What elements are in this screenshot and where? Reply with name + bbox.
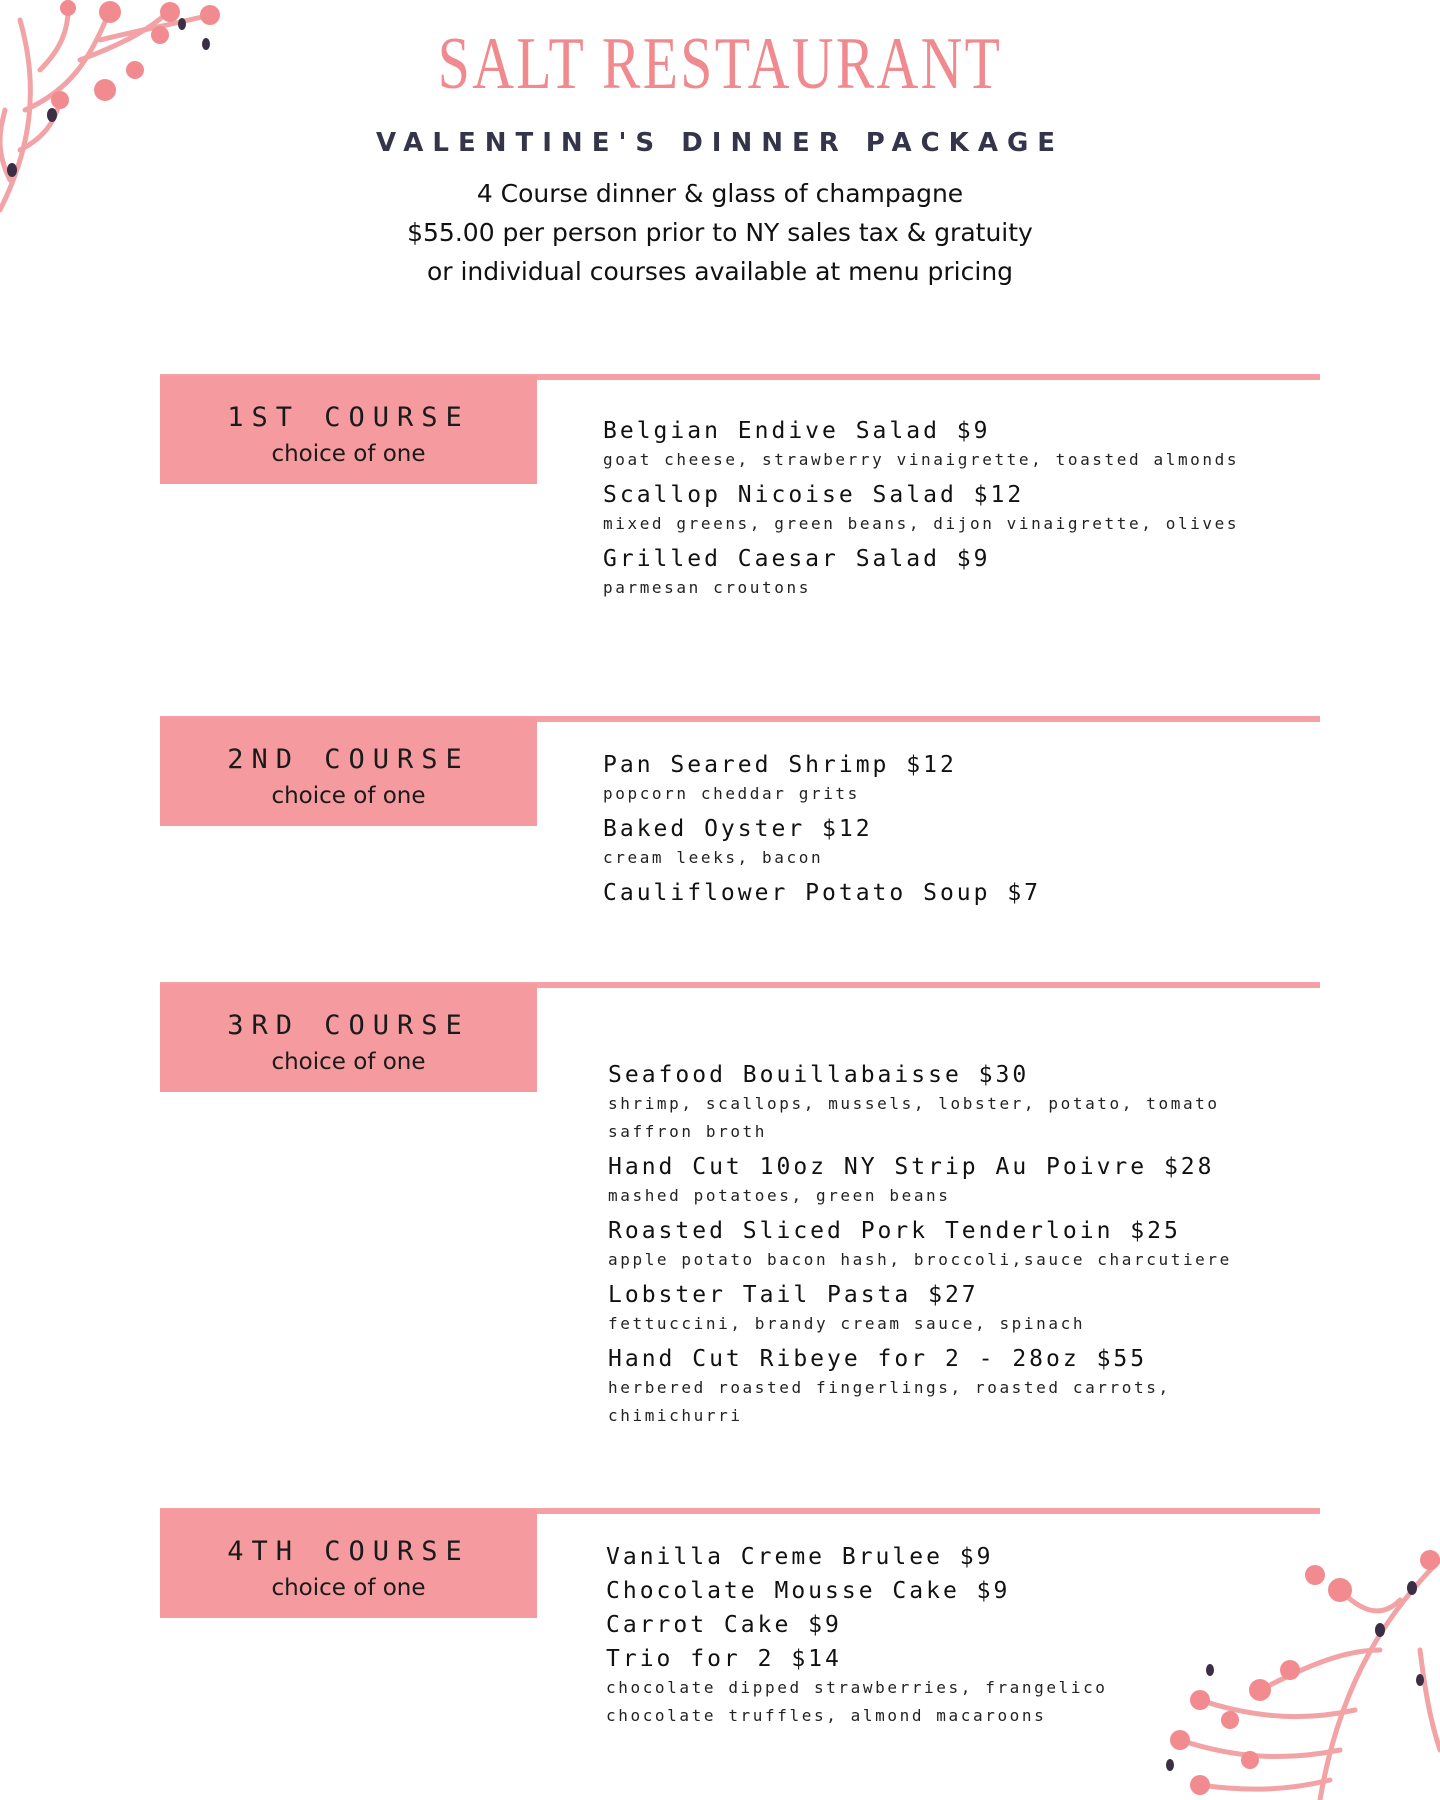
menu-item-name: Chocolate Mousse Cake $9: [606, 1578, 1011, 1604]
course-items: [603, 750, 1243, 912]
menu-item-name: Belgian Endive Salad $9: [603, 418, 991, 444]
menu-item-description: apple potato bacon hash, broccoli,sauce charcutiere: [608, 1250, 1232, 1269]
menu-item: [608, 1280, 1288, 1338]
menu-item: [603, 750, 1243, 808]
menu-item: [608, 1344, 1288, 1430]
menu-item: [608, 1216, 1288, 1274]
intro-line: 4 Course dinner & glass of champagne: [476, 179, 964, 208]
course-title: 2ND COURSE: [227, 744, 470, 775]
package-subtitle: VALENTINE'S DINNER PACKAGE: [375, 128, 1065, 158]
course-choice-note: choice of one: [271, 441, 426, 467]
menu-item-name: Trio for 2 $14: [606, 1646, 842, 1672]
menu-item-name: Scallop Nicoise Salad $12: [603, 482, 1025, 508]
menu-item-name: Roasted Sliced Pork Tenderloin $25: [608, 1218, 1181, 1244]
menu-item-description: fettuccini, brandy cream sauce, spinach: [608, 1314, 1086, 1333]
menu-item-name: Lobster Tail Pasta $27: [608, 1282, 979, 1308]
intro-line: $55.00 per person prior to NY sales tax & gratuity: [407, 218, 1033, 247]
menu-item-description: mashed potatoes, green beans: [608, 1186, 951, 1205]
menu-item: [603, 480, 1243, 538]
menu-item: [603, 544, 1243, 602]
course-items: [606, 1542, 1166, 1736]
menu-item-name: Vanilla Creme Brulee $9: [606, 1544, 994, 1570]
package-intro: [0, 174, 1440, 291]
menu-item-description: herbered roasted fingerlings, roasted carrots, chimichurri: [608, 1378, 1171, 1425]
menu-item-description: shrimp, scallops, mussels, lobster, potato, tomato saffron broth: [608, 1094, 1220, 1141]
course-label-box: [160, 376, 537, 484]
menu-item-name: Baked Oyster $12: [603, 816, 873, 842]
course-choice-note: choice of one: [271, 1049, 426, 1075]
menu-item-description: popcorn cheddar grits: [603, 784, 860, 803]
menu-item-name: Hand Cut 10oz NY Strip Au Poivre $28: [608, 1154, 1215, 1180]
menu-item: [606, 1542, 1166, 1572]
menu-item: [606, 1644, 1166, 1730]
menu-item: [606, 1610, 1166, 1640]
menu-item: [606, 1576, 1166, 1606]
menu-item-description: parmesan croutons: [603, 578, 811, 597]
course-label-box: [160, 1510, 537, 1618]
menu-item: [603, 416, 1243, 474]
menu-item: [608, 1152, 1288, 1210]
course-items: [603, 416, 1243, 608]
course-choice-note: choice of one: [271, 1575, 426, 1601]
course-label-box: [160, 984, 537, 1092]
menu-item: [603, 878, 1243, 908]
menu-item-name: Grilled Caesar Salad $9: [603, 546, 991, 572]
menu-item-name: Carrot Cake $9: [606, 1612, 842, 1638]
course-choice-note: choice of one: [271, 783, 426, 809]
restaurant-title: SALT RESTAURANT: [437, 23, 1003, 105]
menu-item-name: Pan Seared Shrimp $12: [603, 752, 957, 778]
menu-item-name: Seafood Bouillabaisse $30: [608, 1062, 1030, 1088]
menu-item: [603, 814, 1243, 872]
course-title: 1ST COURSE: [227, 402, 470, 433]
menu-item-name: Hand Cut Ribeye for 2 - 28oz $55: [608, 1346, 1148, 1372]
course-label-box: [160, 718, 537, 826]
menu-item-description: cream leeks, bacon: [603, 848, 824, 867]
menu-item-description: mixed greens, green beans, dijon vinaigrette, olives: [603, 514, 1240, 533]
course-items: [608, 1060, 1288, 1436]
course-title: 4TH COURSE: [227, 1536, 470, 1567]
menu-item-name: Cauliflower Potato Soup $7: [603, 880, 1042, 906]
menu-item-description: goat cheese, strawberry vinaigrette, toasted almonds: [603, 450, 1240, 469]
menu-item: [608, 1060, 1288, 1146]
course-title: 3RD COURSE: [227, 1010, 470, 1041]
menu-item-description: chocolate dipped strawberries, frangelico chocolate truffles, almond macaroons: [606, 1678, 1108, 1725]
intro-line: or individual courses available at menu pricing: [426, 257, 1014, 286]
floral-branch-icon: [1140, 1520, 1440, 1800]
